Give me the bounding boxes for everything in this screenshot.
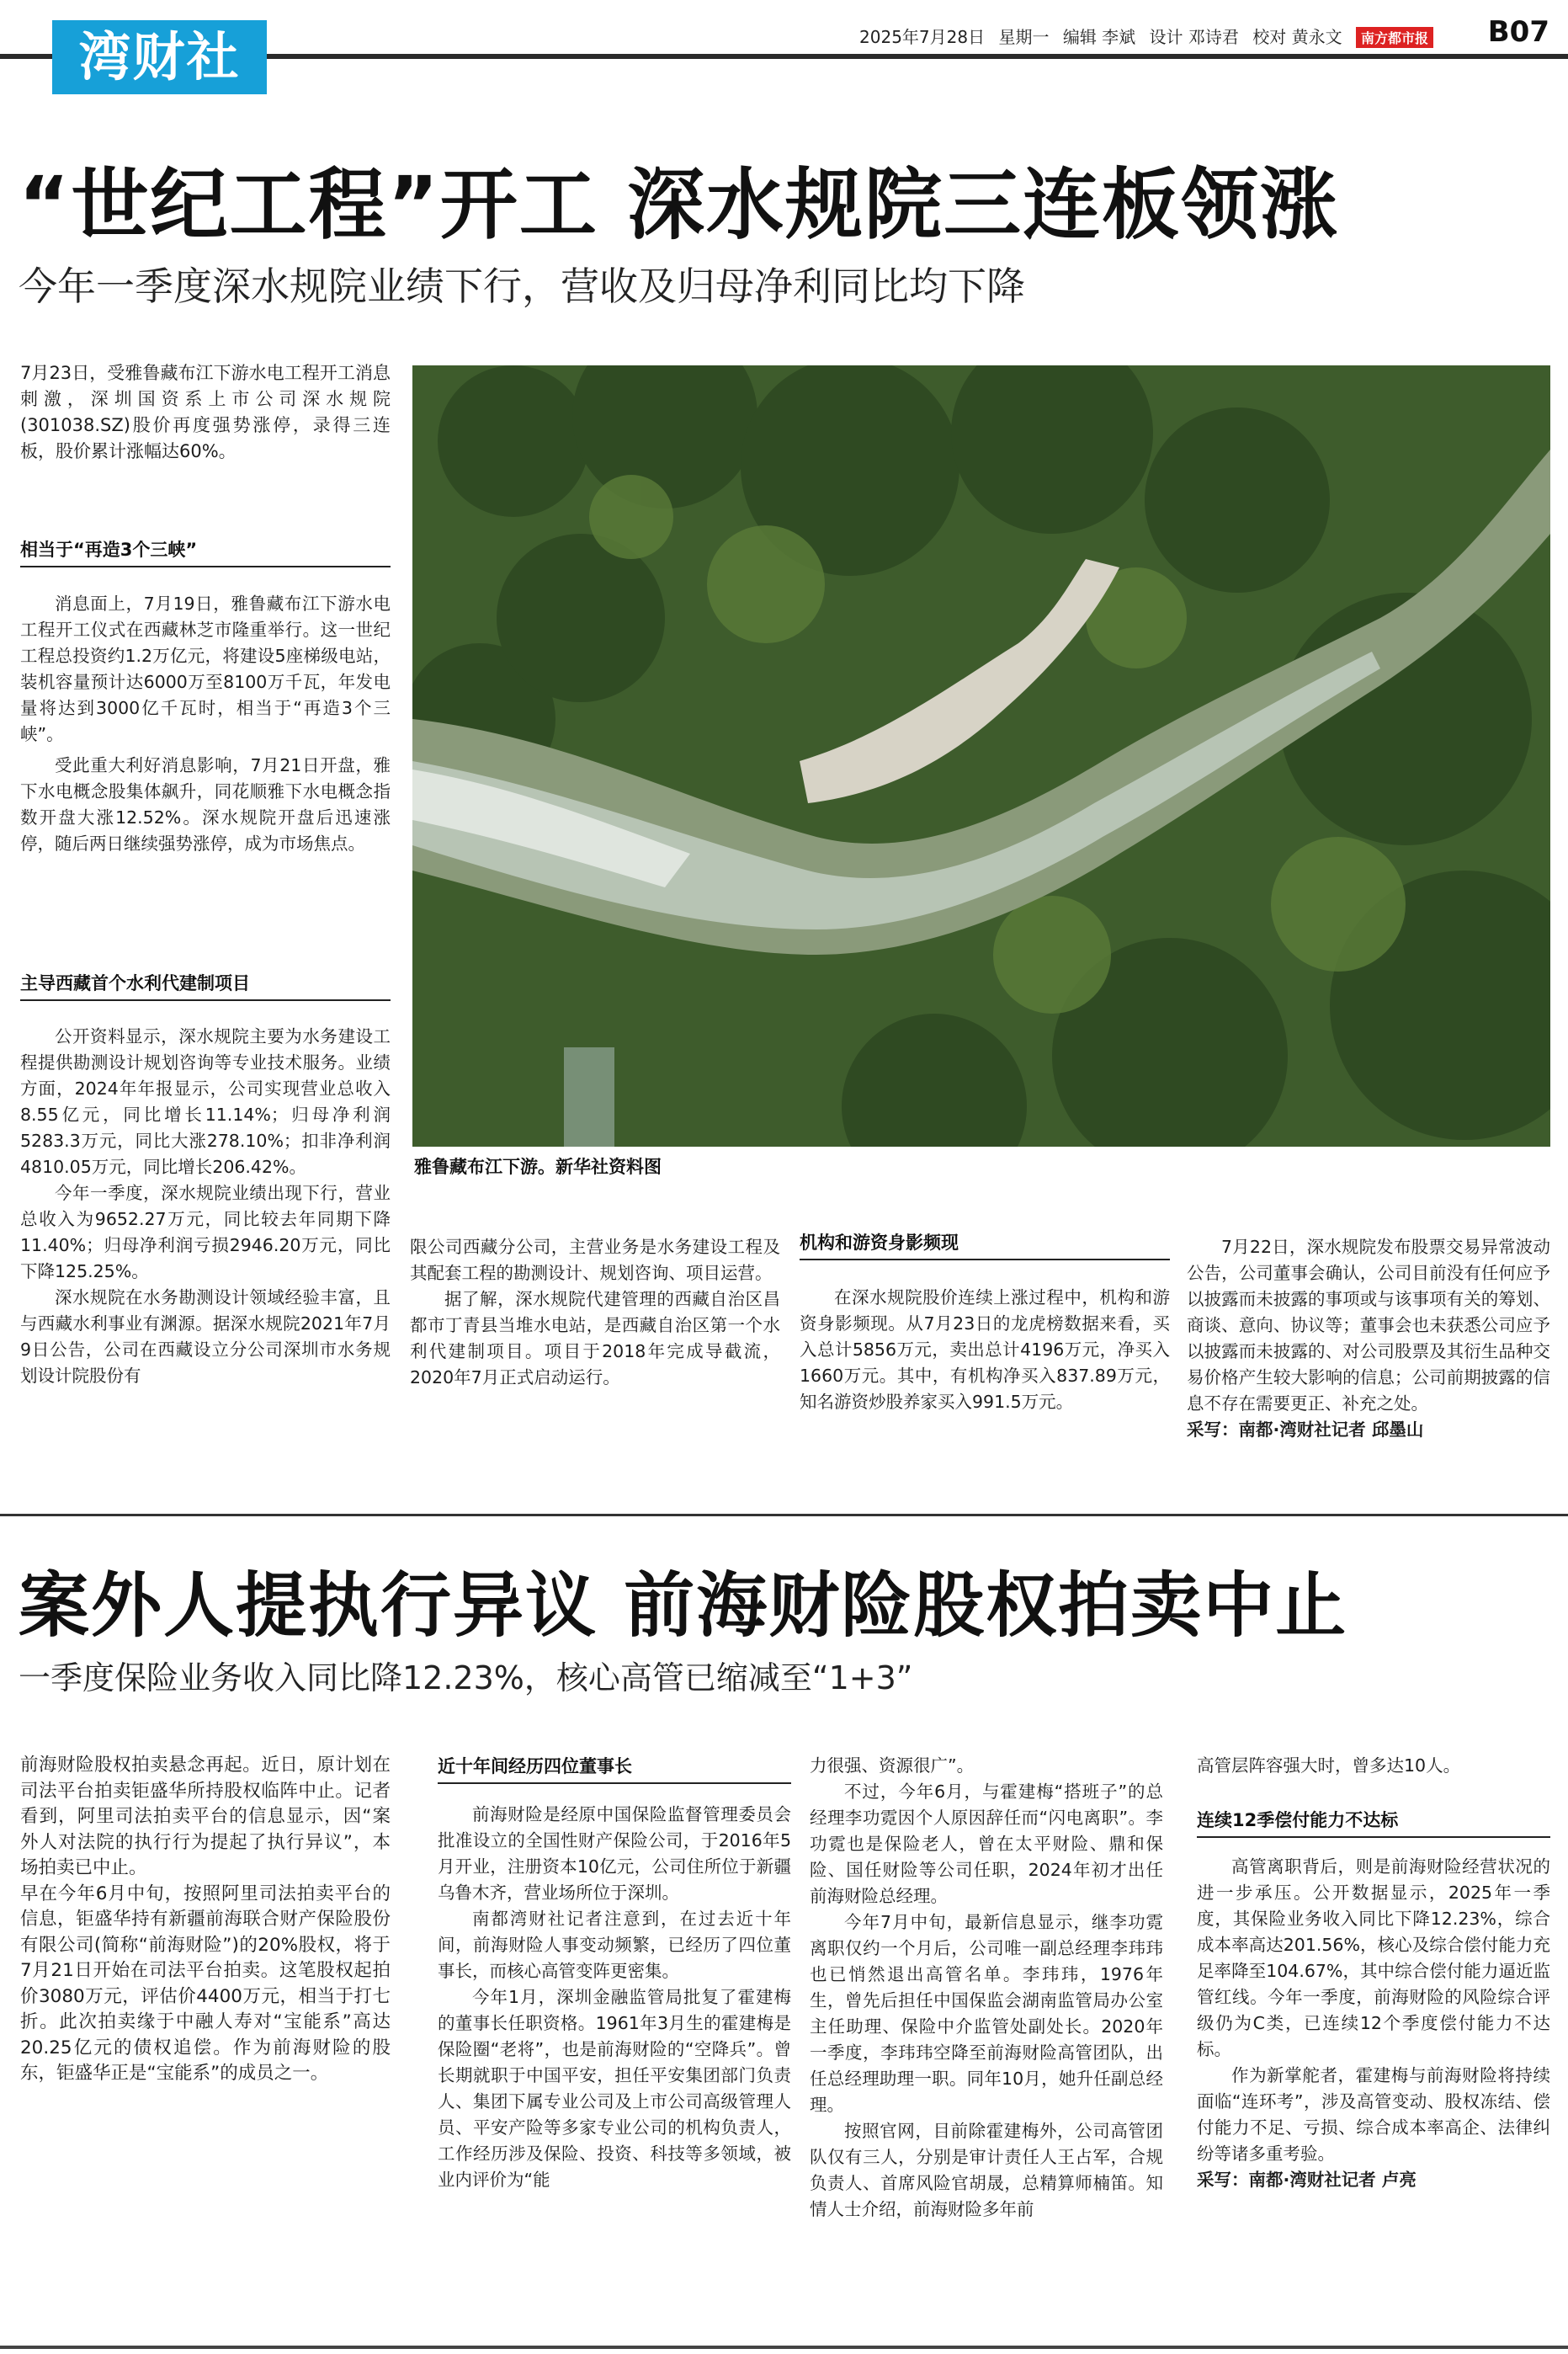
article2-subtitle-1: 近十年间经历四位董事长 [438, 1756, 632, 1776]
paragraph: 作为新掌舵者，霍建梅与前海财险将持续面临“连环考”，涉及高管变动、股权冻结、偿付能力不足、亏损、综合成本率高企、法律纠纷等诸多重考验。 [1197, 2065, 1550, 2164]
river-illustration [412, 365, 1550, 1147]
article1-lead [20, 360, 391, 465]
paragraph: 深水规院在水务勘测设计领域经验丰富，且与西藏水利事业有渊源。据深水规院2021年7月9日公告，公司在西藏设立分公司深圳市水务规划设计院股份有 [20, 1287, 391, 1386]
article2-col3-text [810, 1753, 1163, 2223]
article1-col3-text [800, 1285, 1170, 1415]
lead-paragraph: 前海财险股权拍卖悬念再起。近日，原计划在司法平台拍卖钜盛华所持股权临阵中止。记者看到，阿里司法拍卖平台的信息显示，因“案外人对法院的执行行为提起了执行异议”，本场拍卖已中止。 [20, 1755, 391, 1878]
paragraph: 消息面上，7月19日，雅鲁藏布江下游水电工程开工仪式在西藏林芝市隆重举行。这一世纪工程总投资约1.2万亿元，将建设5座梯级电站，装机容量预计达6000万至8100万千瓦，年发电量将达到3000亿千瓦时，相当于“再造3个三峡”。 [20, 594, 391, 744]
article2-col4-text [1197, 1753, 1550, 1779]
river-photo [412, 365, 1550, 1147]
article1-headline: “世纪工程”开工 深水规院三连板领涨 [19, 160, 1339, 250]
article2-subtitle-2: 连续12季偿付能力不达标 [1197, 1810, 1399, 1830]
paragraph: 受此重大利好消息影响，7月21日开盘，雅下水电概念股集体飙升，同花顺雅下水电概念指数开盘大涨12.52%。深水规院开盘后迅速涨停，随后两日继续强势涨停，成为市场焦点。 [20, 755, 391, 854]
paragraph: 今年1月，深圳金融监管局批复了霍建梅的董事长任职资格。1961年3月生的霍建梅是保险圈“老将”，也是前海财险的“空降兵”。曾长期就职于中国平安，担任平安集团部门负责人、集团下属专业公司及上市公司高级管理人员、平安产险等多家专业公司的机构负责人，工作经历涉及保险、投资、科技等多领域，被业内评价为“能 [438, 1987, 791, 2190]
article2-lead [20, 1753, 391, 2087]
article-divider [0, 1514, 1568, 1516]
article2-col2-text [438, 1802, 791, 2193]
paragraph: 不过，今年6月，与霍建梅“搭班子”的总经理李功霓因个人原因辞任而“闪电离职”。李功霓也是保险老人，曾在太平财险、鼎和保险、国任财险等公司任职，2024年初才出任前海财险总经理。 [810, 1781, 1163, 1906]
paragraph: 据了解，深水规院代建管理的西藏自治区昌都市丁青县当堆水电站，是西藏自治区第一个水利代建制项目。项目于2018年完成导截流，2020年7月正式启动运行。 [410, 1289, 780, 1387]
article1-col2-text [410, 1234, 780, 1391]
article1-subtitle-1: 相当于“再造3个三峡” [20, 540, 198, 560]
paragraph: 高管离职背后，则是前海财险经营状况的进一步承压。公开数据显示，2025年一季度，其保险业务收入同比下降12.23%，综合成本率高达201.56%，核心及综合偿付能力充足率降至104.67%，其中综合偿付能力逼近监管红线。今年一季度，前海财险的风险综合评级仍为C类，已连续12个季度偿付能力不达标。 [1197, 1856, 1550, 2059]
article2-headline: 案外人提执行异议 前海财险股权拍卖中止 [19, 1564, 1348, 1647]
section-masthead: 湾财社 [52, 20, 267, 94]
article2-subhead: 一季度保险业务收入同比降12.23%，核心高管已缩减至“1+3” [19, 1659, 913, 1696]
paragraph: 今年一季度，深水规院业绩出现下行，营业总收入为9652.27万元，同比较去年同期下降11.40%；归母净利润亏损2946.20万元，同比下降125.25%。 [20, 1183, 391, 1281]
paragraph: 限公司西藏分公司，主营业务是水务建设工程及其配套工程的勘测设计、规划咨询、项目运营。 [410, 1237, 780, 1283]
subtitle-underline [800, 1259, 1170, 1260]
article1-byline: 采写：南都·湾财社记者 邱墨山 [1187, 1419, 1424, 1440]
newspaper-logo: 南方都市报 [1356, 27, 1433, 48]
article1-col4-text [1187, 1234, 1550, 1443]
article1-col1-text [20, 591, 391, 857]
article1-subtitle-3: 机构和游资身影频现 [800, 1233, 959, 1253]
article1-subtitle-2: 主导西藏首个水利代建制项目 [20, 973, 250, 993]
subtitle-underline [1197, 1836, 1550, 1838]
header-info [851, 24, 1433, 48]
page-number: B07 [1487, 15, 1549, 49]
designer-credit: 设计 邓诗君 [1149, 27, 1239, 47]
subtitle-underline [438, 1782, 791, 1784]
paragraph: 南都湾财社记者注意到，在过去近十年间，前海财险人事变动频繁，已经历了四位董事长，而核心高管变阵更密集。 [438, 1909, 791, 1981]
lead-paragraph: 7月23日，受雅鲁藏布江下游水电工程开工消息刺激，深圳国资系上市公司深水规院(301038.SZ)股价再度强势涨停，录得三连板，股价累计涨幅达60%。 [20, 363, 391, 461]
paragraph: 按照官网，目前除霍建梅外，公司高管团队仅有三人，分别是审计责任人王占军，合规负责人、首席风险官胡晟，总精算师楠笛。知情人士介绍，前海财险多年前 [810, 2121, 1163, 2219]
page-bottom-rule [0, 2346, 1568, 2349]
paragraph: 高管层阵容强大时，曾多达10人。 [1197, 1755, 1461, 1776]
article1-subhead: 今年一季度深水规院业绩下行，营收及归母净利同比均下降 [19, 264, 1025, 309]
paragraph: 7月22日，深水规院发布股票交易异常波动公告，公司董事会确认，公司目前没有任何应予以披露而未披露的事项或与该事项有关的筹划、商谈、意向、协议等；董事会也未获悉公司应予以披露而未披露的、对公司股票及其衍生品种交易价格产生较大影响的信息；公司前期披露的信息不存在需要更正、补充之处。 [1187, 1237, 1550, 1414]
subtitle-underline [20, 566, 391, 567]
article2-byline: 采写：南都·湾财社记者 卢亮 [1197, 2170, 1417, 2190]
lead-paragraph: 早在今年6月中旬，按照阿里司法拍卖平台的信息，钜盛华持有新疆前海联合财产保险股份有限公司(简称“前海财险”)的20%股权，将于7月21日开始在司法平台拍卖。这笔股权起拍价3080万元，评估价4400万元，相当于打七折。此次拍卖缘于中融人寿对“宝能系”高达20.25亿元的债权追偿。作为前海财险的股东，钜盛华正是“宝能系”的成员之一。 [20, 1883, 391, 2084]
article1-col1-text-2 [20, 1024, 391, 1389]
subtitle-underline [20, 999, 391, 1001]
paragraph: 前海财险是经原中国保险监督管理委员会批准设立的全国性财产保险公司，于2016年5月开业，注册资本10亿元，公司住所位于新疆乌鲁木齐，营业场所位于深圳。 [438, 1804, 791, 1903]
editor-credit: 编辑 李斌 [1062, 27, 1136, 47]
issue-date: 2025年7月28日 [859, 27, 986, 47]
proofreader-credit: 校对 黄永文 [1252, 27, 1342, 47]
paragraph: 公开资料显示，深水规院主要为水务建设工程提供勘测设计规划咨询等专业技术服务。业绩方面，2024年年报显示，公司实现营业总收入8.55亿元，同比增长11.14%；归母净利润5283.3万元，同比大涨278.10%；扣非净利润4810.05万元，同比增长206.42%。 [20, 1026, 391, 1177]
issue-weekday: 星期一 [998, 27, 1050, 47]
paragraph: 力很强、资源很广”。 [810, 1755, 975, 1776]
photo-caption: 雅鲁藏布江下游。新华社资料图 [414, 1157, 662, 1177]
paragraph: 今年7月中旬，最新信息显示，继李功霓离职仅约一个月后，公司唯一副总经理李玮玮也已悄然退出高管名单。李玮玮，1976年生，曾先后担任中国保监会湖南监管局办公室主任助理、保险中介监管处副处长。2020年一季度，李玮玮空降至前海财险高管团队，出任总经理助理一职。同年10月，她升任副总经理。 [810, 1912, 1163, 2115]
paragraph: 在深水规院股价连续上涨过程中，机构和游资身影频现。从7月23日的龙虎榜数据来看，买入总计5856万元，卖出总计4196万元，净买入1660万元。其中，有机构净买入837.89万元，知名游资炒股养家买入991.5万元。 [800, 1287, 1170, 1412]
article2-col4-text-2 [1197, 1854, 1550, 2193]
